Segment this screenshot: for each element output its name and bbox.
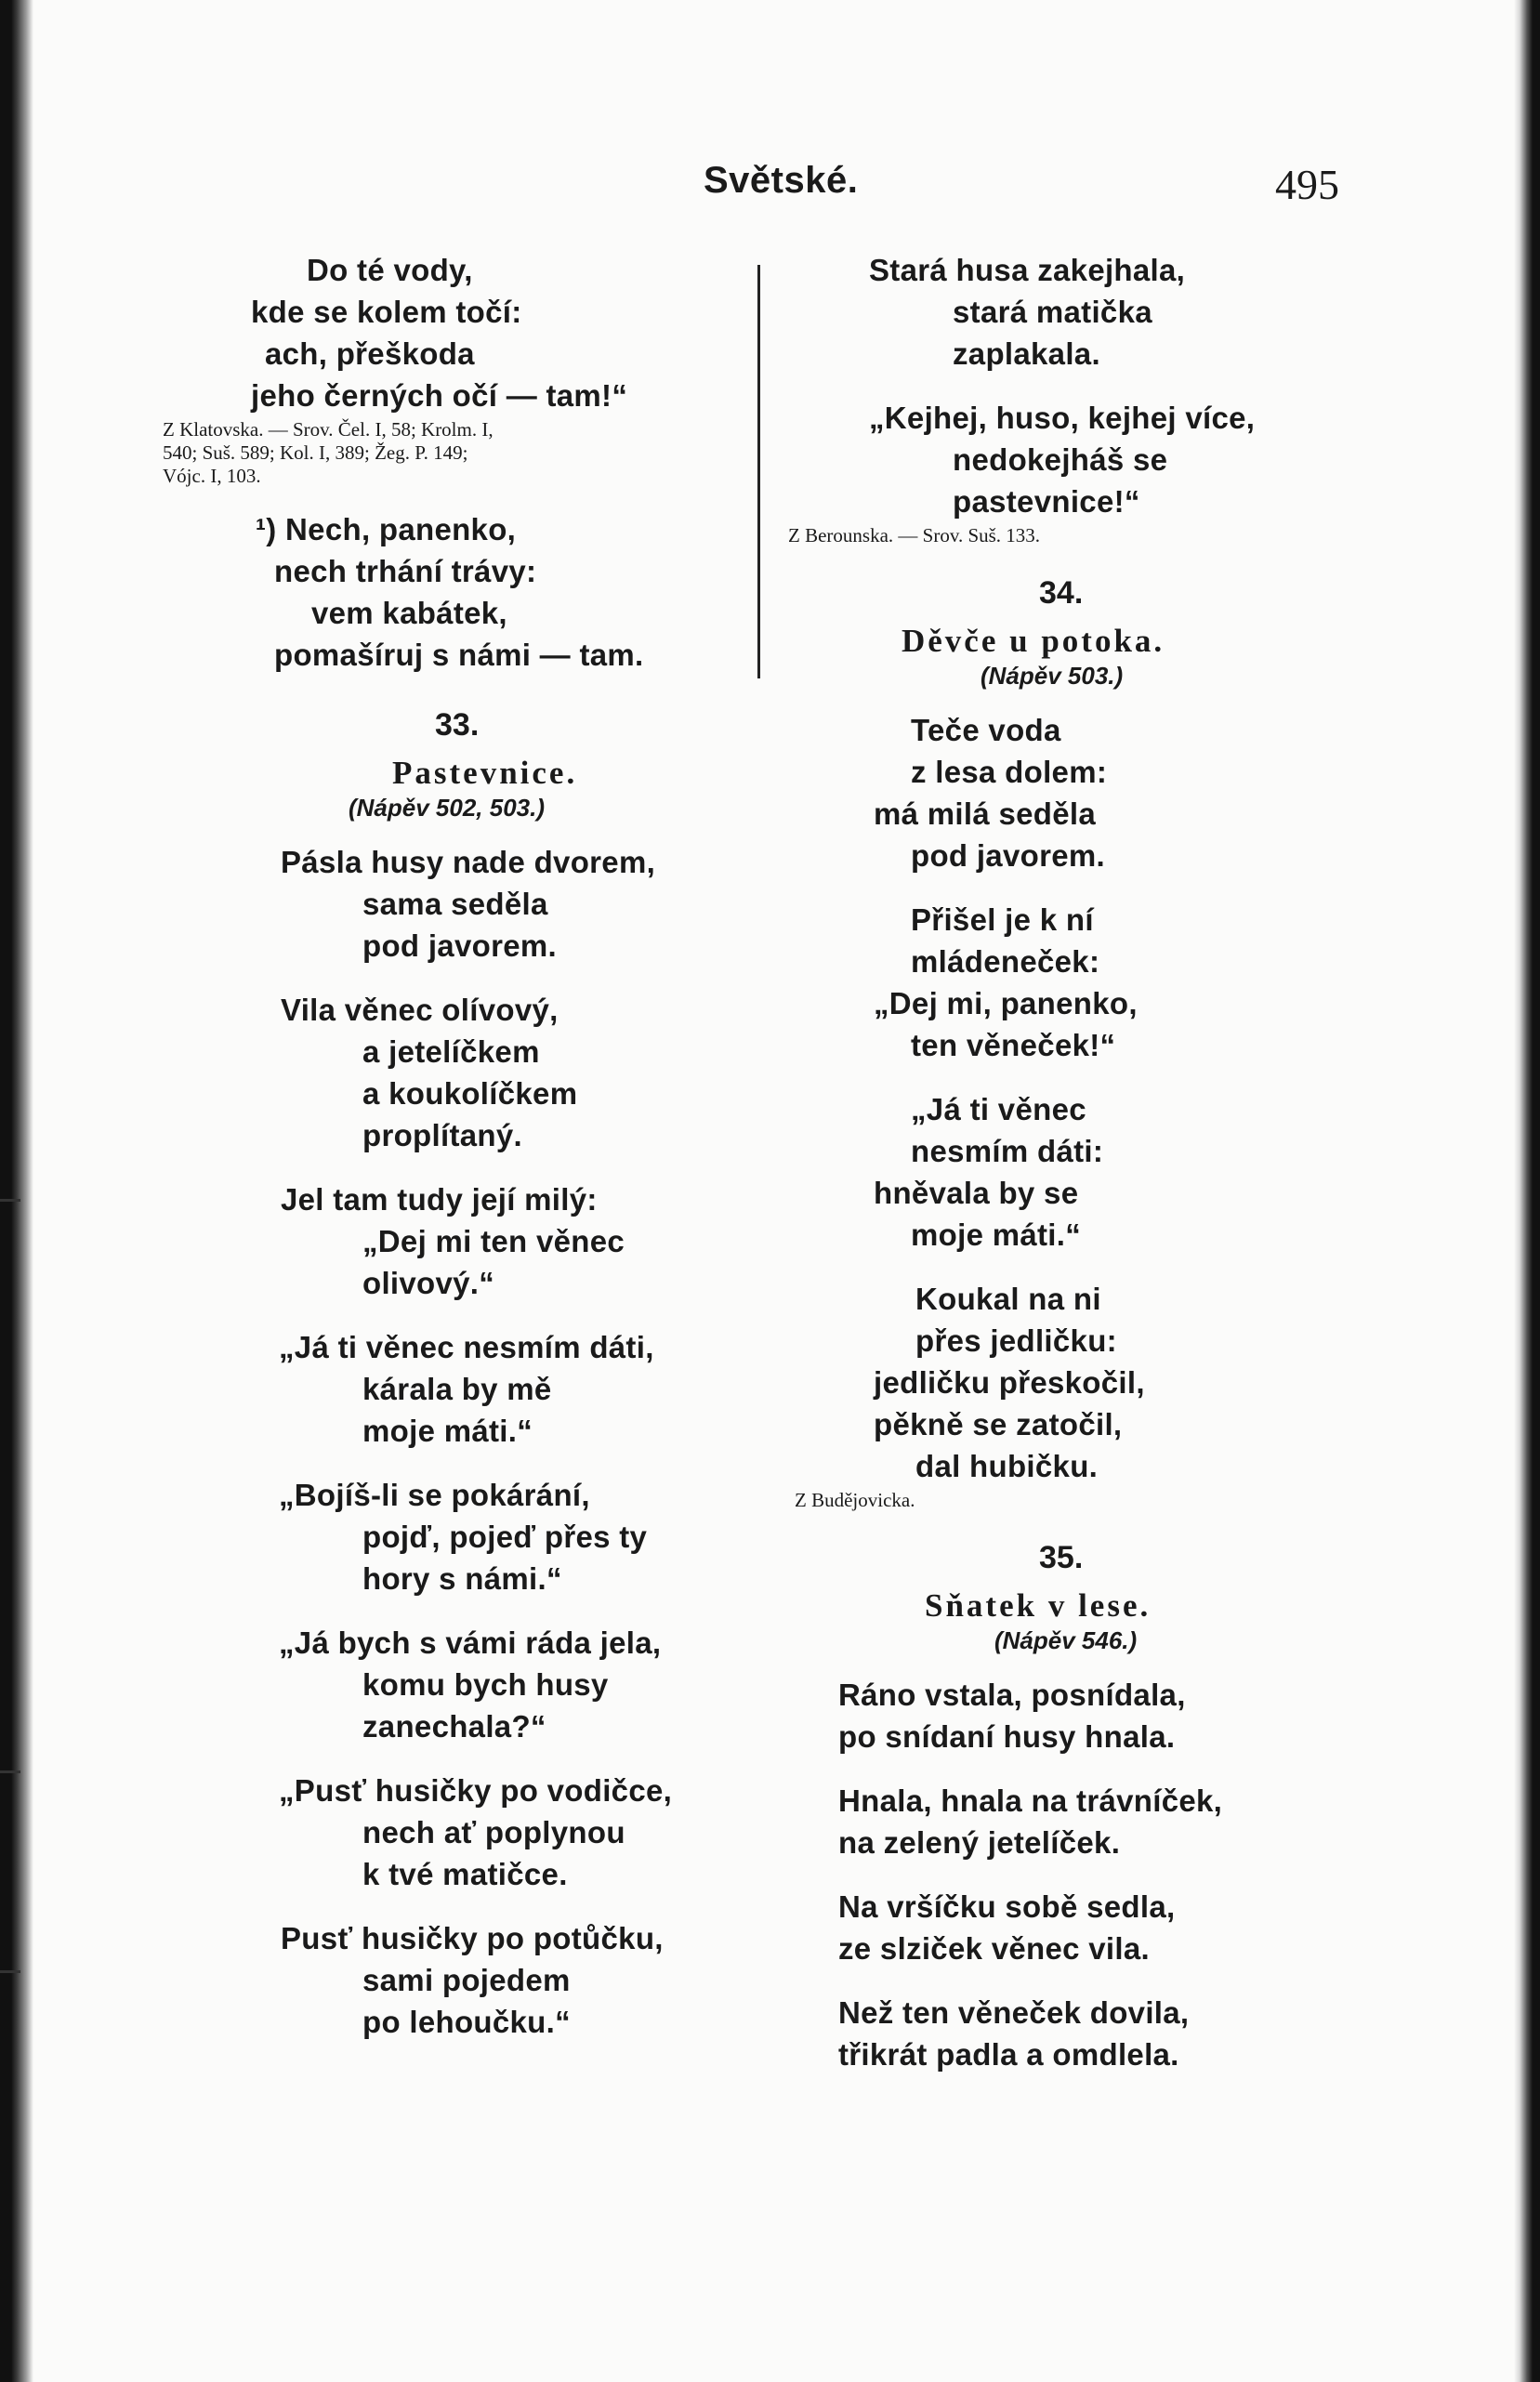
verse-line: sama seděla — [362, 887, 548, 921]
verse-line: Ráno vstala, posnídala, — [838, 1678, 1186, 1712]
verse-line: hněvala by se — [874, 1176, 1079, 1210]
verse-line: Hnala, hnala na trávníček, — [838, 1783, 1223, 1818]
stanza — [177, 841, 734, 967]
verse-line: a koukolíčkem — [362, 1076, 578, 1111]
margin-mark — [0, 1199, 20, 1202]
verse-line: mládeneček: — [911, 944, 1100, 979]
verse-line: Na vršíčku sobě sedla, — [838, 1889, 1176, 1924]
verse-line: k tvé matičce. — [362, 1857, 568, 1891]
source-note: Z Berounska. — Srov. Suš. 133. — [788, 524, 1041, 546]
page-number: 495 — [1275, 161, 1339, 208]
verse-line: pojď, pojeď přes ty — [362, 1520, 648, 1554]
verse-line: nech ať poplynou — [362, 1815, 625, 1849]
stanza — [781, 397, 1301, 522]
verse-line: „Já ti věnec nesmím dáti, — [279, 1330, 654, 1364]
footnote-line: ¹) Nech, panenko, — [256, 512, 517, 546]
source-line: Vójc. I, 103. — [163, 465, 261, 487]
stanza — [781, 1886, 1301, 1969]
margin-mark — [0, 1970, 20, 1973]
verse-line: kde se kolem točí: — [251, 295, 522, 329]
verse-line: kárala by mě — [362, 1372, 552, 1406]
verse-line: zaplakala. — [953, 336, 1100, 371]
stanza — [781, 249, 1301, 375]
stanza — [177, 1326, 734, 1452]
stanza — [177, 1474, 734, 1599]
verse-line: ten věneček!“ — [911, 1028, 1116, 1062]
verse-line: pěkně se zatočil, — [874, 1407, 1123, 1441]
verse-line: pod javorem. — [362, 928, 557, 963]
verse-line: Přišel je k ní — [911, 902, 1094, 937]
footnote-line: vem kabátek, — [311, 596, 507, 630]
right-page-edge — [1514, 0, 1540, 2382]
verse-line: Stará husa zakejhala, — [869, 253, 1186, 287]
stanza — [781, 709, 1301, 876]
verse-line: moje máti.“ — [362, 1414, 533, 1448]
left-column — [163, 249, 734, 2065]
stanza — [781, 1088, 1301, 1256]
song-number: 34. — [1039, 575, 1084, 611]
verse-line: nesmím dáti: — [911, 1134, 1104, 1168]
verse-line: Než ten věneček dovila, — [838, 1995, 1190, 2030]
verse-line: nedokejháš se — [953, 442, 1168, 477]
footnote — [177, 508, 734, 676]
right-column — [781, 249, 1301, 2098]
verse-line: „Já bych s vámi ráda jela, — [279, 1625, 662, 1660]
verse-line: Koukal na ni — [915, 1282, 1101, 1316]
verse-line: Do té vody, — [307, 253, 473, 287]
column-divider — [757, 265, 760, 678]
melody-reference: (Nápěv 502, 503.) — [349, 794, 546, 822]
source-note: Z Budějovicka. — [795, 1489, 915, 1511]
song-number: 33. — [435, 707, 480, 743]
source-note — [163, 418, 734, 488]
verse-line: „Pusť husičky po vodičce, — [279, 1773, 673, 1808]
verse-line: „Kejhej, huso, kejhej více, — [869, 401, 1256, 435]
verse-line: ze slziček věnec vila. — [838, 1931, 1150, 1966]
verse-line: proplítaný. — [362, 1118, 522, 1152]
verse-line: pod javorem. — [911, 838, 1105, 873]
footnote-line: nech trhání trávy: — [274, 554, 537, 588]
melody-reference: (Nápěv 546.) — [994, 1626, 1138, 1654]
verse-line: přes jedličku: — [915, 1323, 1117, 1358]
verse-line: „Dej mi ten věnec — [362, 1224, 625, 1258]
verse-line: třikrát padla a omdlela. — [838, 2037, 1179, 2072]
verse-line: komu bych husy — [362, 1667, 609, 1702]
verse-line: „Já ti věnec — [911, 1092, 1086, 1126]
verse-line: Pusť husičky po potůčku, — [281, 1921, 664, 1955]
verse-line: stará matička — [953, 295, 1152, 329]
verse-line: a jetelíčkem — [362, 1034, 540, 1069]
verse-line: jeho černých očí — tam!“ — [251, 378, 628, 413]
verse-line: z lesa dolem: — [911, 755, 1108, 789]
verse-line: „Dej mi, panenko, — [874, 986, 1138, 1020]
source-line: Z Klatovska. — Srov. Čel. I, 58; Krolm. I, — [163, 418, 494, 441]
stanza — [177, 1622, 734, 1747]
stanza — [177, 989, 734, 1156]
margin-mark — [0, 1770, 20, 1773]
verse-line: po lehoučku.“ — [362, 2005, 571, 2039]
verse-line: pastevnice!“ — [953, 484, 1140, 519]
melody-reference: (Nápěv 503.) — [981, 662, 1124, 690]
song-title: Děvče u potoka. — [902, 623, 1165, 659]
footnote-line: pomašíruj s námi — tam. — [274, 638, 644, 672]
verse-line: hory s námi.“ — [362, 1561, 562, 1596]
left-page-edge — [0, 0, 33, 2382]
verse-line: olivový.“ — [362, 1266, 495, 1300]
song-title: Sňatek v lese. — [925, 1587, 1152, 1624]
verse-line: sami pojedem — [362, 1963, 571, 1997]
song-title: Pastevnice. — [392, 755, 578, 791]
verse-line: na zelený jetelíček. — [838, 1825, 1121, 1860]
stanza — [781, 899, 1301, 1066]
verse-line: „Bojíš-li se pokárání, — [279, 1478, 590, 1512]
verse-line: zanechala?“ — [362, 1709, 546, 1744]
stanza — [177, 1178, 734, 1304]
verse-line: Jel tam tudy její milý: — [281, 1182, 598, 1217]
stanza — [781, 1278, 1301, 1487]
stanza — [781, 1780, 1301, 1863]
running-header: Světské. — [704, 160, 859, 201]
verse-line: Vila věnec olívový, — [281, 993, 559, 1027]
verse-line: moje máti.“ — [911, 1217, 1082, 1252]
stanza — [781, 1992, 1301, 2075]
verse-line: Teče voda — [911, 713, 1061, 747]
verse-line: dal hubičku. — [915, 1449, 1099, 1483]
stanza — [177, 1917, 734, 2043]
verse-line: jedličku přeskočil, — [874, 1365, 1145, 1400]
verse-line: ach, přeškoda — [265, 336, 475, 371]
stanza — [177, 249, 734, 416]
stanza — [781, 1674, 1301, 1757]
verse-line: Pásla husy nade dvorem, — [281, 845, 656, 879]
verse-line: po snídaní husy hnala. — [838, 1719, 1176, 1754]
verse-line: má milá seděla — [874, 796, 1097, 831]
source-line: 540; Suš. 589; Kol. I, 389; Žeg. P. 149; — [163, 441, 468, 464]
song-number: 35. — [1039, 1540, 1084, 1575]
stanza — [177, 1770, 734, 1895]
